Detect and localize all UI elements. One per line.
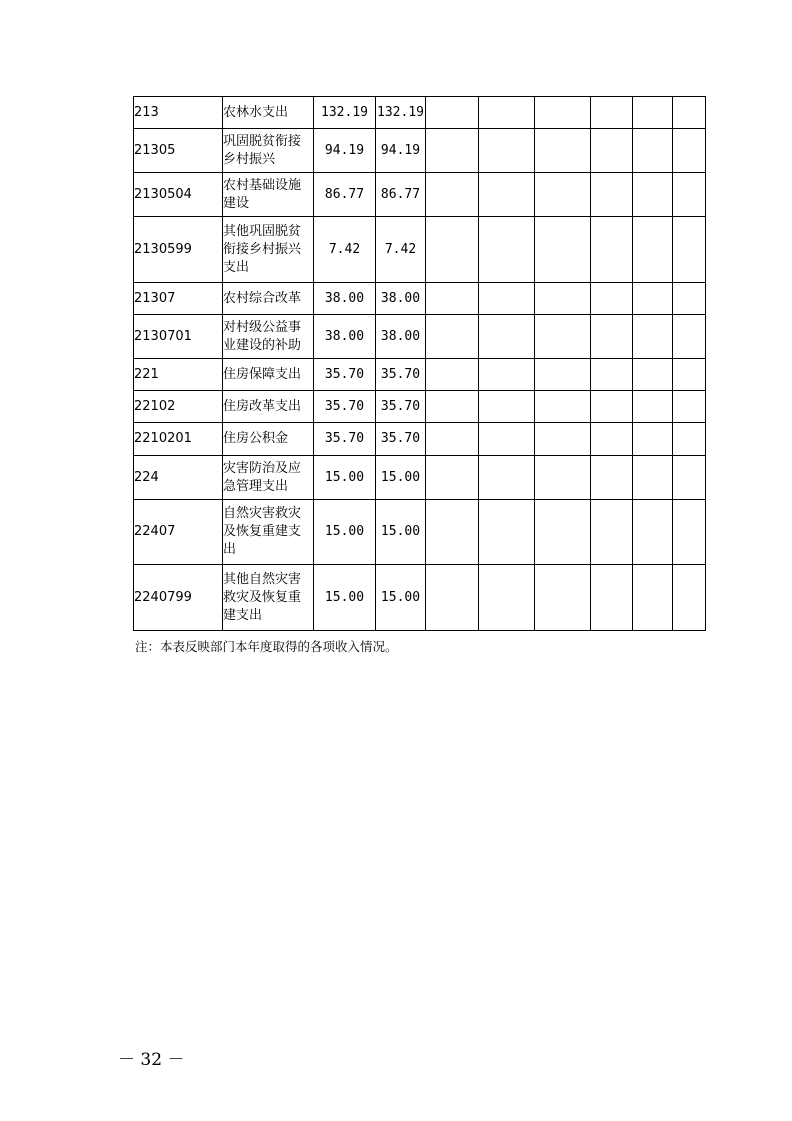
- table-row: [134, 391, 706, 423]
- empty-cell: [591, 283, 633, 315]
- empty-cell: [633, 283, 673, 315]
- empty-cell: [426, 359, 479, 391]
- row-amount: 35.70: [376, 423, 426, 456]
- row-total: 38.00: [314, 283, 376, 315]
- row-name: 其他巩固脱贫衔接乡村振兴支出: [223, 217, 314, 283]
- table-row: [134, 456, 706, 500]
- empty-cell: [591, 97, 633, 129]
- row-amount: 132.19: [376, 97, 426, 129]
- empty-cell: [633, 315, 673, 359]
- row-name: 住房保障支出: [223, 359, 314, 391]
- empty-cell: [479, 456, 535, 500]
- row-code: 22407: [134, 500, 223, 565]
- empty-cell: [426, 283, 479, 315]
- empty-cell: [479, 129, 535, 173]
- empty-cell: [479, 217, 535, 283]
- row-total: 86.77: [314, 173, 376, 217]
- empty-cell: [535, 423, 591, 456]
- empty-cell: [535, 129, 591, 173]
- row-total: 94.19: [314, 129, 376, 173]
- empty-cell: [479, 391, 535, 423]
- table-row: [134, 500, 706, 565]
- empty-cell: [535, 500, 591, 565]
- empty-cell: [535, 565, 591, 631]
- empty-cell: [633, 423, 673, 456]
- row-total: 35.70: [314, 359, 376, 391]
- empty-cell: [633, 129, 673, 173]
- empty-cell: [479, 283, 535, 315]
- empty-cell: [479, 173, 535, 217]
- table-row: [134, 565, 706, 631]
- empty-cell: [426, 423, 479, 456]
- row-total: 15.00: [314, 500, 376, 565]
- empty-cell: [673, 565, 706, 631]
- row-code: 221: [134, 359, 223, 391]
- empty-cell: [479, 359, 535, 391]
- empty-cell: [633, 359, 673, 391]
- empty-cell: [633, 500, 673, 565]
- table-row: [134, 315, 706, 359]
- row-code: 213: [134, 97, 223, 129]
- row-code: 21305: [134, 129, 223, 173]
- empty-cell: [535, 359, 591, 391]
- page-number: － 32 －: [118, 1050, 185, 1070]
- empty-cell: [426, 129, 479, 173]
- row-amount: 35.70: [376, 359, 426, 391]
- table-body: [134, 97, 706, 631]
- empty-cell: [591, 500, 633, 565]
- row-amount: 86.77: [376, 173, 426, 217]
- empty-cell: [633, 97, 673, 129]
- empty-cell: [479, 500, 535, 565]
- empty-cell: [673, 217, 706, 283]
- row-total: 35.70: [314, 391, 376, 423]
- row-name: 农村基础设施建设: [223, 173, 314, 217]
- empty-cell: [535, 391, 591, 423]
- empty-cell: [426, 565, 479, 631]
- empty-cell: [673, 315, 706, 359]
- row-code: 2210201: [134, 423, 223, 456]
- empty-cell: [591, 391, 633, 423]
- row-amount: 38.00: [376, 315, 426, 359]
- row-total: 35.70: [314, 423, 376, 456]
- row-code: 2240799: [134, 565, 223, 631]
- row-amount: 7.42: [376, 217, 426, 283]
- row-amount: 15.00: [376, 500, 426, 565]
- table-row: [134, 217, 706, 283]
- row-amount: 15.00: [376, 456, 426, 500]
- empty-cell: [673, 283, 706, 315]
- empty-cell: [426, 500, 479, 565]
- empty-cell: [426, 97, 479, 129]
- table-note: 注：本表反映部门本年度取得的各项收入情况。: [135, 639, 398, 654]
- table-row: [134, 173, 706, 217]
- empty-cell: [535, 456, 591, 500]
- row-total: 15.00: [314, 456, 376, 500]
- row-name: 灾害防治及应急管理支出: [223, 456, 314, 500]
- empty-cell: [479, 315, 535, 359]
- empty-cell: [591, 359, 633, 391]
- row-amount: 15.00: [376, 565, 426, 631]
- empty-cell: [673, 129, 706, 173]
- empty-cell: [591, 315, 633, 359]
- empty-cell: [673, 500, 706, 565]
- row-amount: 94.19: [376, 129, 426, 173]
- row-code: 2130701: [134, 315, 223, 359]
- row-code: 224: [134, 456, 223, 500]
- table-row: [134, 129, 706, 173]
- row-name: 住房改革支出: [223, 391, 314, 423]
- empty-cell: [673, 456, 706, 500]
- row-name: 农村综合改革: [223, 283, 314, 315]
- empty-cell: [591, 217, 633, 283]
- empty-cell: [673, 423, 706, 456]
- table-row: [134, 423, 706, 456]
- empty-cell: [591, 423, 633, 456]
- row-total: 7.42: [314, 217, 376, 283]
- empty-cell: [535, 217, 591, 283]
- empty-cell: [591, 129, 633, 173]
- empty-cell: [591, 565, 633, 631]
- empty-cell: [426, 391, 479, 423]
- row-name: 对村级公益事业建设的补助: [223, 315, 314, 359]
- row-name: 农林水支出: [223, 97, 314, 129]
- table-row: [134, 283, 706, 315]
- row-name: 其他自然灾害救灾及恢复重建支出: [223, 565, 314, 631]
- empty-cell: [479, 97, 535, 129]
- row-name: 住房公积金: [223, 423, 314, 456]
- row-code: 21307: [134, 283, 223, 315]
- empty-cell: [673, 391, 706, 423]
- empty-cell: [591, 173, 633, 217]
- row-total: 38.00: [314, 315, 376, 359]
- empty-cell: [673, 173, 706, 217]
- row-total: 15.00: [314, 565, 376, 631]
- empty-cell: [633, 565, 673, 631]
- empty-cell: [479, 423, 535, 456]
- row-amount: 38.00: [376, 283, 426, 315]
- empty-cell: [673, 359, 706, 391]
- empty-cell: [591, 456, 633, 500]
- table-row: [134, 359, 706, 391]
- row-name: 巩固脱贫衔接乡村振兴: [223, 129, 314, 173]
- empty-cell: [633, 173, 673, 217]
- empty-cell: [426, 456, 479, 500]
- row-name: 自然灾害救灾及恢复重建支出: [223, 500, 314, 565]
- row-total: 132.19: [314, 97, 376, 129]
- empty-cell: [535, 97, 591, 129]
- empty-cell: [479, 565, 535, 631]
- row-amount: 35.70: [376, 391, 426, 423]
- row-code: 2130599: [134, 217, 223, 283]
- empty-cell: [633, 217, 673, 283]
- row-code: 2130504: [134, 173, 223, 217]
- empty-cell: [426, 173, 479, 217]
- table-row: [134, 97, 706, 129]
- empty-cell: [426, 315, 479, 359]
- empty-cell: [633, 456, 673, 500]
- empty-cell: [673, 97, 706, 129]
- empty-cell: [426, 217, 479, 283]
- row-code: 22102: [134, 391, 223, 423]
- empty-cell: [535, 283, 591, 315]
- empty-cell: [535, 173, 591, 217]
- empty-cell: [535, 315, 591, 359]
- empty-cell: [633, 391, 673, 423]
- budget-table: [133, 96, 706, 631]
